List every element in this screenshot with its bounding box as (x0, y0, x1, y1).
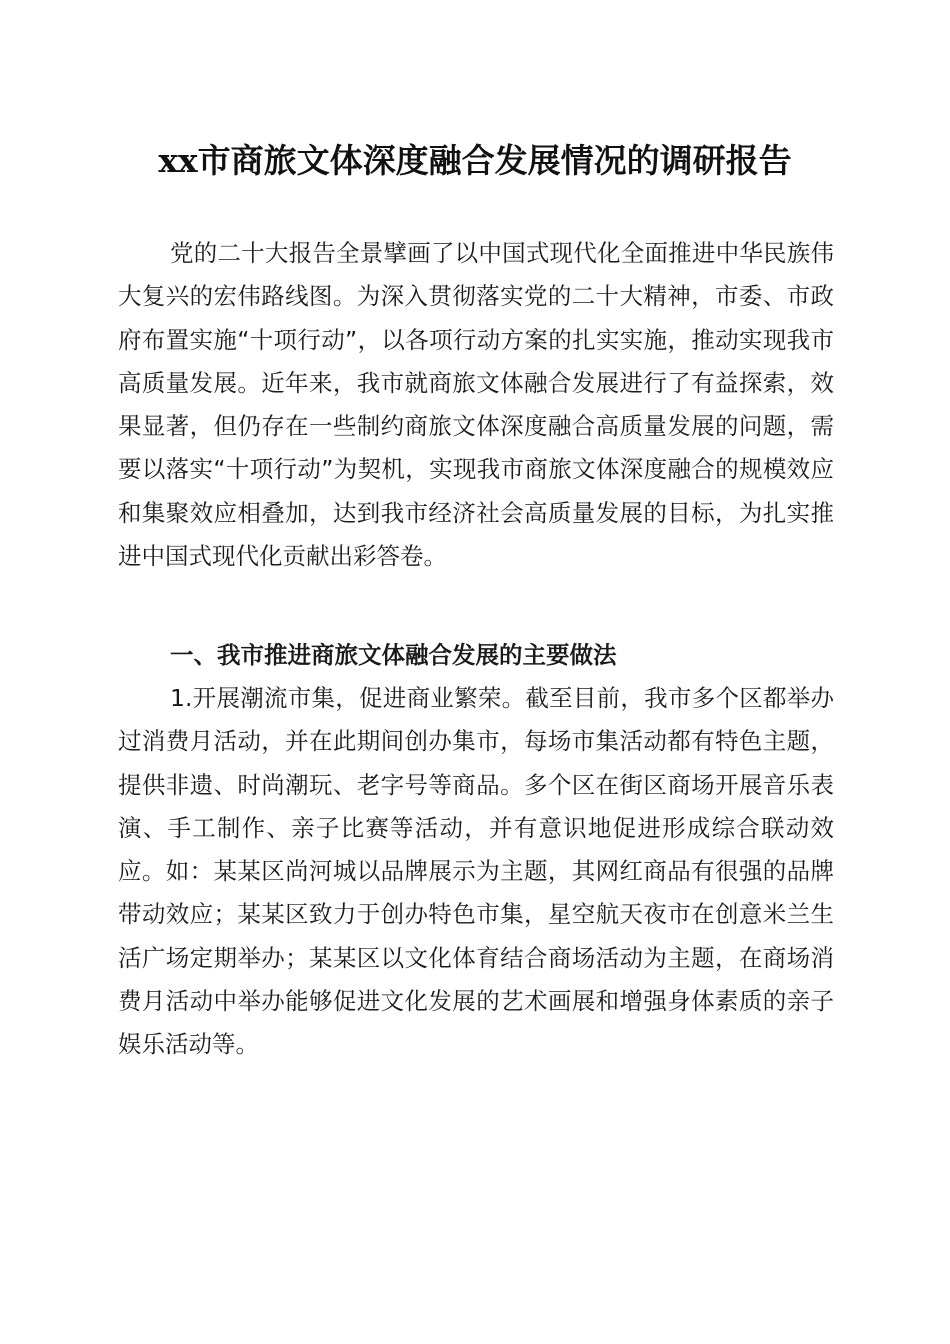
section-heading: 一、我市推进商旅文体融合发展的主要做法 (170, 641, 617, 669)
section-paragraph: 1.开展潮流市集，促进商业繁荣。截至目前，我市多个区都举办过消费月活动，并在此期间创办集市，每场市集活动都有特色主题，提供非遗、时尚潮玩、老字号等商品。多个区在街区商场开展音乐表演、手工制作、亲子比赛等活动，并有意识地促进形成综合联动效应。如：某某区尚河城以品牌展示为主题，其网红商品有很强的品牌带动效应；某某区致力于创办特色市集，星空航天夜市在创意米兰生活广场定期举办；某某区以文化体育结合商场活动为主题，在商场消费月活动中举办能够促进文化发展的艺术画展和增强身体素质的亲子娱乐活动等。 (118, 684, 834, 1059)
intro-paragraph: 党的二十大报告全景擘画了以中国式现代化全面推进中华民族伟大复兴的宏伟路线图。为深入贯彻落实党的二十大精神，市委、市政府布置实施“十项行动”，以各项行动方案的扎实实施，推动实现我市高质量发展。近年来，我市就商旅文体融合发展进行了有益探索，效果显著，但仍存在一些制约商旅文体深度融合高质量发展的问题，需要以落实“十项行动”为契机，实现我市商旅文体深度融合的规模效应和集聚效应相叠加，达到我市经济社会高质量发展的目标，为扎实推进中国式现代化贡献出彩答卷。 (118, 239, 834, 571)
document-title: xx市商旅文体深度融合发展情况的调研报告 (158, 141, 792, 180)
